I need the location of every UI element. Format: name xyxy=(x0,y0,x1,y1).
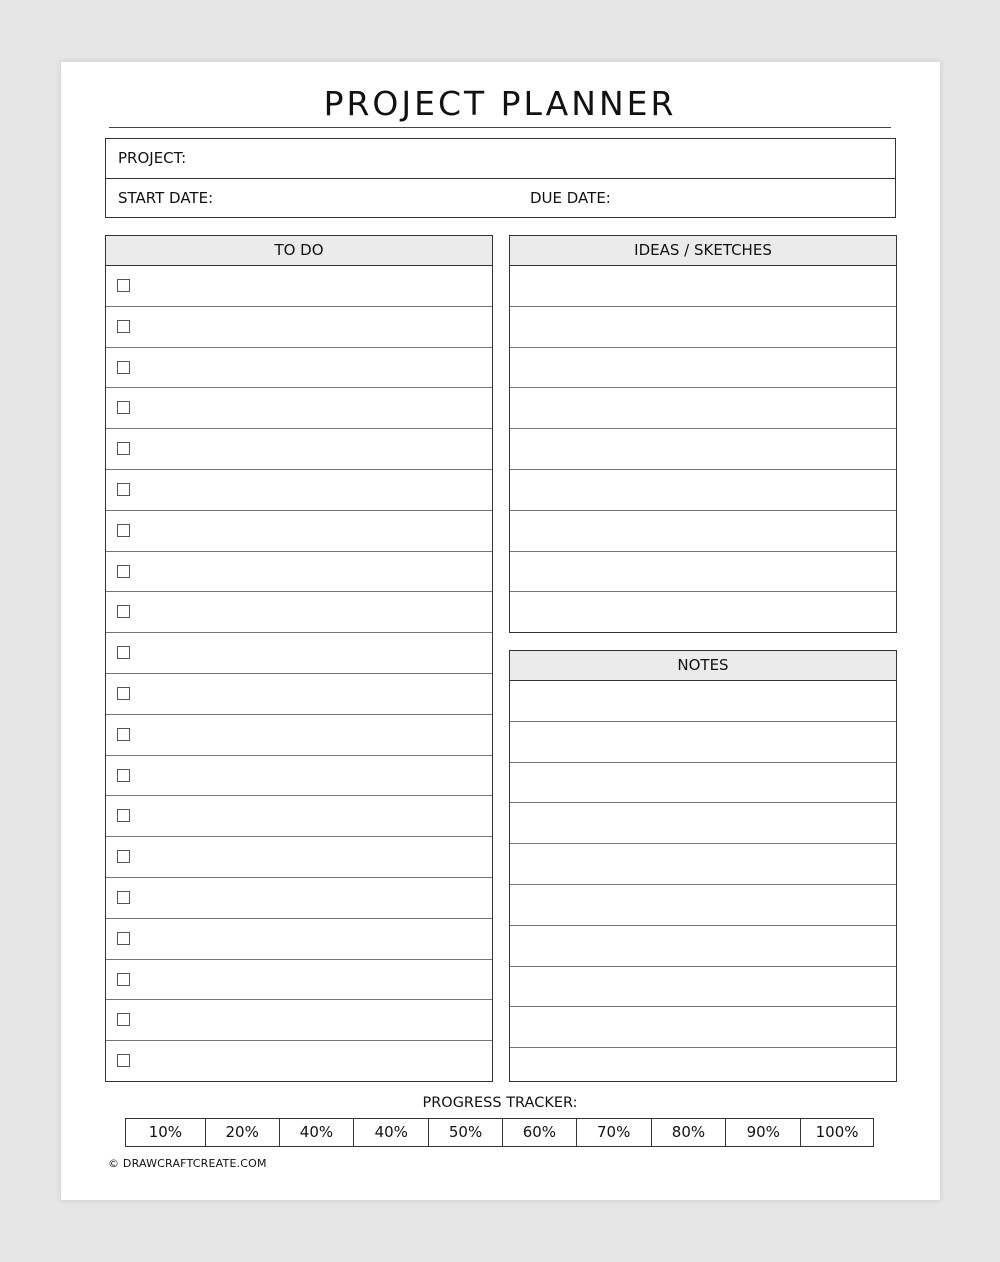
todo-checkbox[interactable] xyxy=(117,973,130,986)
todo-checkbox[interactable] xyxy=(117,565,130,578)
ideas-row[interactable] xyxy=(510,265,896,306)
todo-header: TO DO xyxy=(106,236,492,266)
dates-row[interactable] xyxy=(106,179,895,218)
todo-box xyxy=(105,235,493,1082)
notes-row[interactable] xyxy=(510,1006,896,1047)
progress-cell[interactable]: 50% xyxy=(429,1119,503,1146)
todo-checkbox[interactable] xyxy=(117,891,130,904)
todo-checkbox[interactable] xyxy=(117,850,130,863)
todo-checkbox[interactable] xyxy=(117,401,130,414)
ideas-row[interactable] xyxy=(510,510,896,551)
todo-checkbox[interactable] xyxy=(117,809,130,822)
todo-checkbox[interactable] xyxy=(117,769,130,782)
ideas-row[interactable] xyxy=(510,387,896,428)
todo-checkbox[interactable] xyxy=(117,361,130,374)
ideas-row[interactable] xyxy=(510,428,896,469)
progress-cell[interactable]: 90% xyxy=(726,1119,801,1146)
page-title: PROJECT PLANNER xyxy=(323,84,677,123)
todo-row[interactable] xyxy=(106,387,492,428)
due-date-label: DUE DATE: xyxy=(530,189,611,207)
todo-checkbox[interactable] xyxy=(117,932,130,945)
todo-checkbox[interactable] xyxy=(117,646,130,659)
progress-cell[interactable]: 10% xyxy=(126,1119,206,1146)
progress-cell[interactable]: 20% xyxy=(206,1119,280,1146)
todo-row[interactable] xyxy=(106,918,492,959)
todo-row[interactable] xyxy=(106,428,492,469)
progress-cell[interactable]: 80% xyxy=(652,1119,727,1146)
todo-row[interactable] xyxy=(106,265,492,306)
ideas-row[interactable] xyxy=(510,469,896,510)
todo-checkbox[interactable] xyxy=(117,442,130,455)
todo-checkbox[interactable] xyxy=(117,605,130,618)
title-underline xyxy=(109,127,891,128)
todo-row[interactable] xyxy=(106,591,492,632)
ideas-sketches-box xyxy=(509,235,897,633)
todo-row[interactable] xyxy=(106,877,492,918)
start-date-label: START DATE: xyxy=(118,189,214,207)
todo-row[interactable] xyxy=(106,714,492,755)
notes-row[interactable] xyxy=(510,966,896,1007)
progress-tracker xyxy=(125,1118,874,1147)
todo-row[interactable] xyxy=(106,347,492,388)
ideas-sketches-header: IDEAS / SKETCHES xyxy=(510,236,896,266)
project-info-box xyxy=(105,138,896,218)
todo-row[interactable] xyxy=(106,795,492,836)
notes-row[interactable] xyxy=(510,721,896,762)
todo-checkbox[interactable] xyxy=(117,320,130,333)
todo-checkbox[interactable] xyxy=(117,1054,130,1067)
notes-header: NOTES xyxy=(510,651,896,681)
ideas-row[interactable] xyxy=(510,551,896,592)
notes-box xyxy=(509,650,897,1082)
progress-cell[interactable]: 60% xyxy=(503,1119,577,1146)
todo-row[interactable] xyxy=(106,673,492,714)
notes-row[interactable] xyxy=(510,762,896,803)
ideas-row[interactable] xyxy=(510,591,896,632)
todo-row[interactable] xyxy=(106,836,492,877)
progress-cell[interactable]: 40% xyxy=(354,1119,429,1146)
todo-row[interactable] xyxy=(106,632,492,673)
notes-row[interactable] xyxy=(510,680,896,721)
project-label: PROJECT: xyxy=(118,149,187,167)
notes-row[interactable] xyxy=(510,1047,896,1088)
copyright-text: © DRAWCRAFTCREATE.COM xyxy=(108,1157,267,1170)
todo-row[interactable] xyxy=(106,755,492,796)
ideas-row[interactable] xyxy=(510,347,896,388)
progress-tracker-label: PROGRESS TRACKER: xyxy=(422,1095,578,1111)
todo-row[interactable] xyxy=(106,999,492,1040)
todo-checkbox[interactable] xyxy=(117,687,130,700)
todo-checkbox[interactable] xyxy=(117,483,130,496)
todo-row[interactable] xyxy=(106,469,492,510)
todo-row[interactable] xyxy=(106,306,492,347)
notes-row[interactable] xyxy=(510,802,896,843)
todo-row[interactable] xyxy=(106,959,492,1000)
todo-row[interactable] xyxy=(106,1040,492,1081)
progress-cell[interactable]: 40% xyxy=(280,1119,355,1146)
todo-row[interactable] xyxy=(106,551,492,592)
todo-checkbox[interactable] xyxy=(117,524,130,537)
notes-row[interactable] xyxy=(510,884,896,925)
project-row[interactable] xyxy=(106,139,895,179)
notes-row[interactable] xyxy=(510,843,896,884)
progress-cell[interactable]: 100% xyxy=(815,1123,859,1141)
todo-row[interactable] xyxy=(106,510,492,551)
ideas-row[interactable] xyxy=(510,306,896,347)
notes-row[interactable] xyxy=(510,925,896,966)
todo-checkbox[interactable] xyxy=(117,728,130,741)
todo-checkbox[interactable] xyxy=(117,1013,130,1026)
progress-cell[interactable]: 70% xyxy=(577,1119,652,1146)
todo-checkbox[interactable] xyxy=(117,279,130,292)
